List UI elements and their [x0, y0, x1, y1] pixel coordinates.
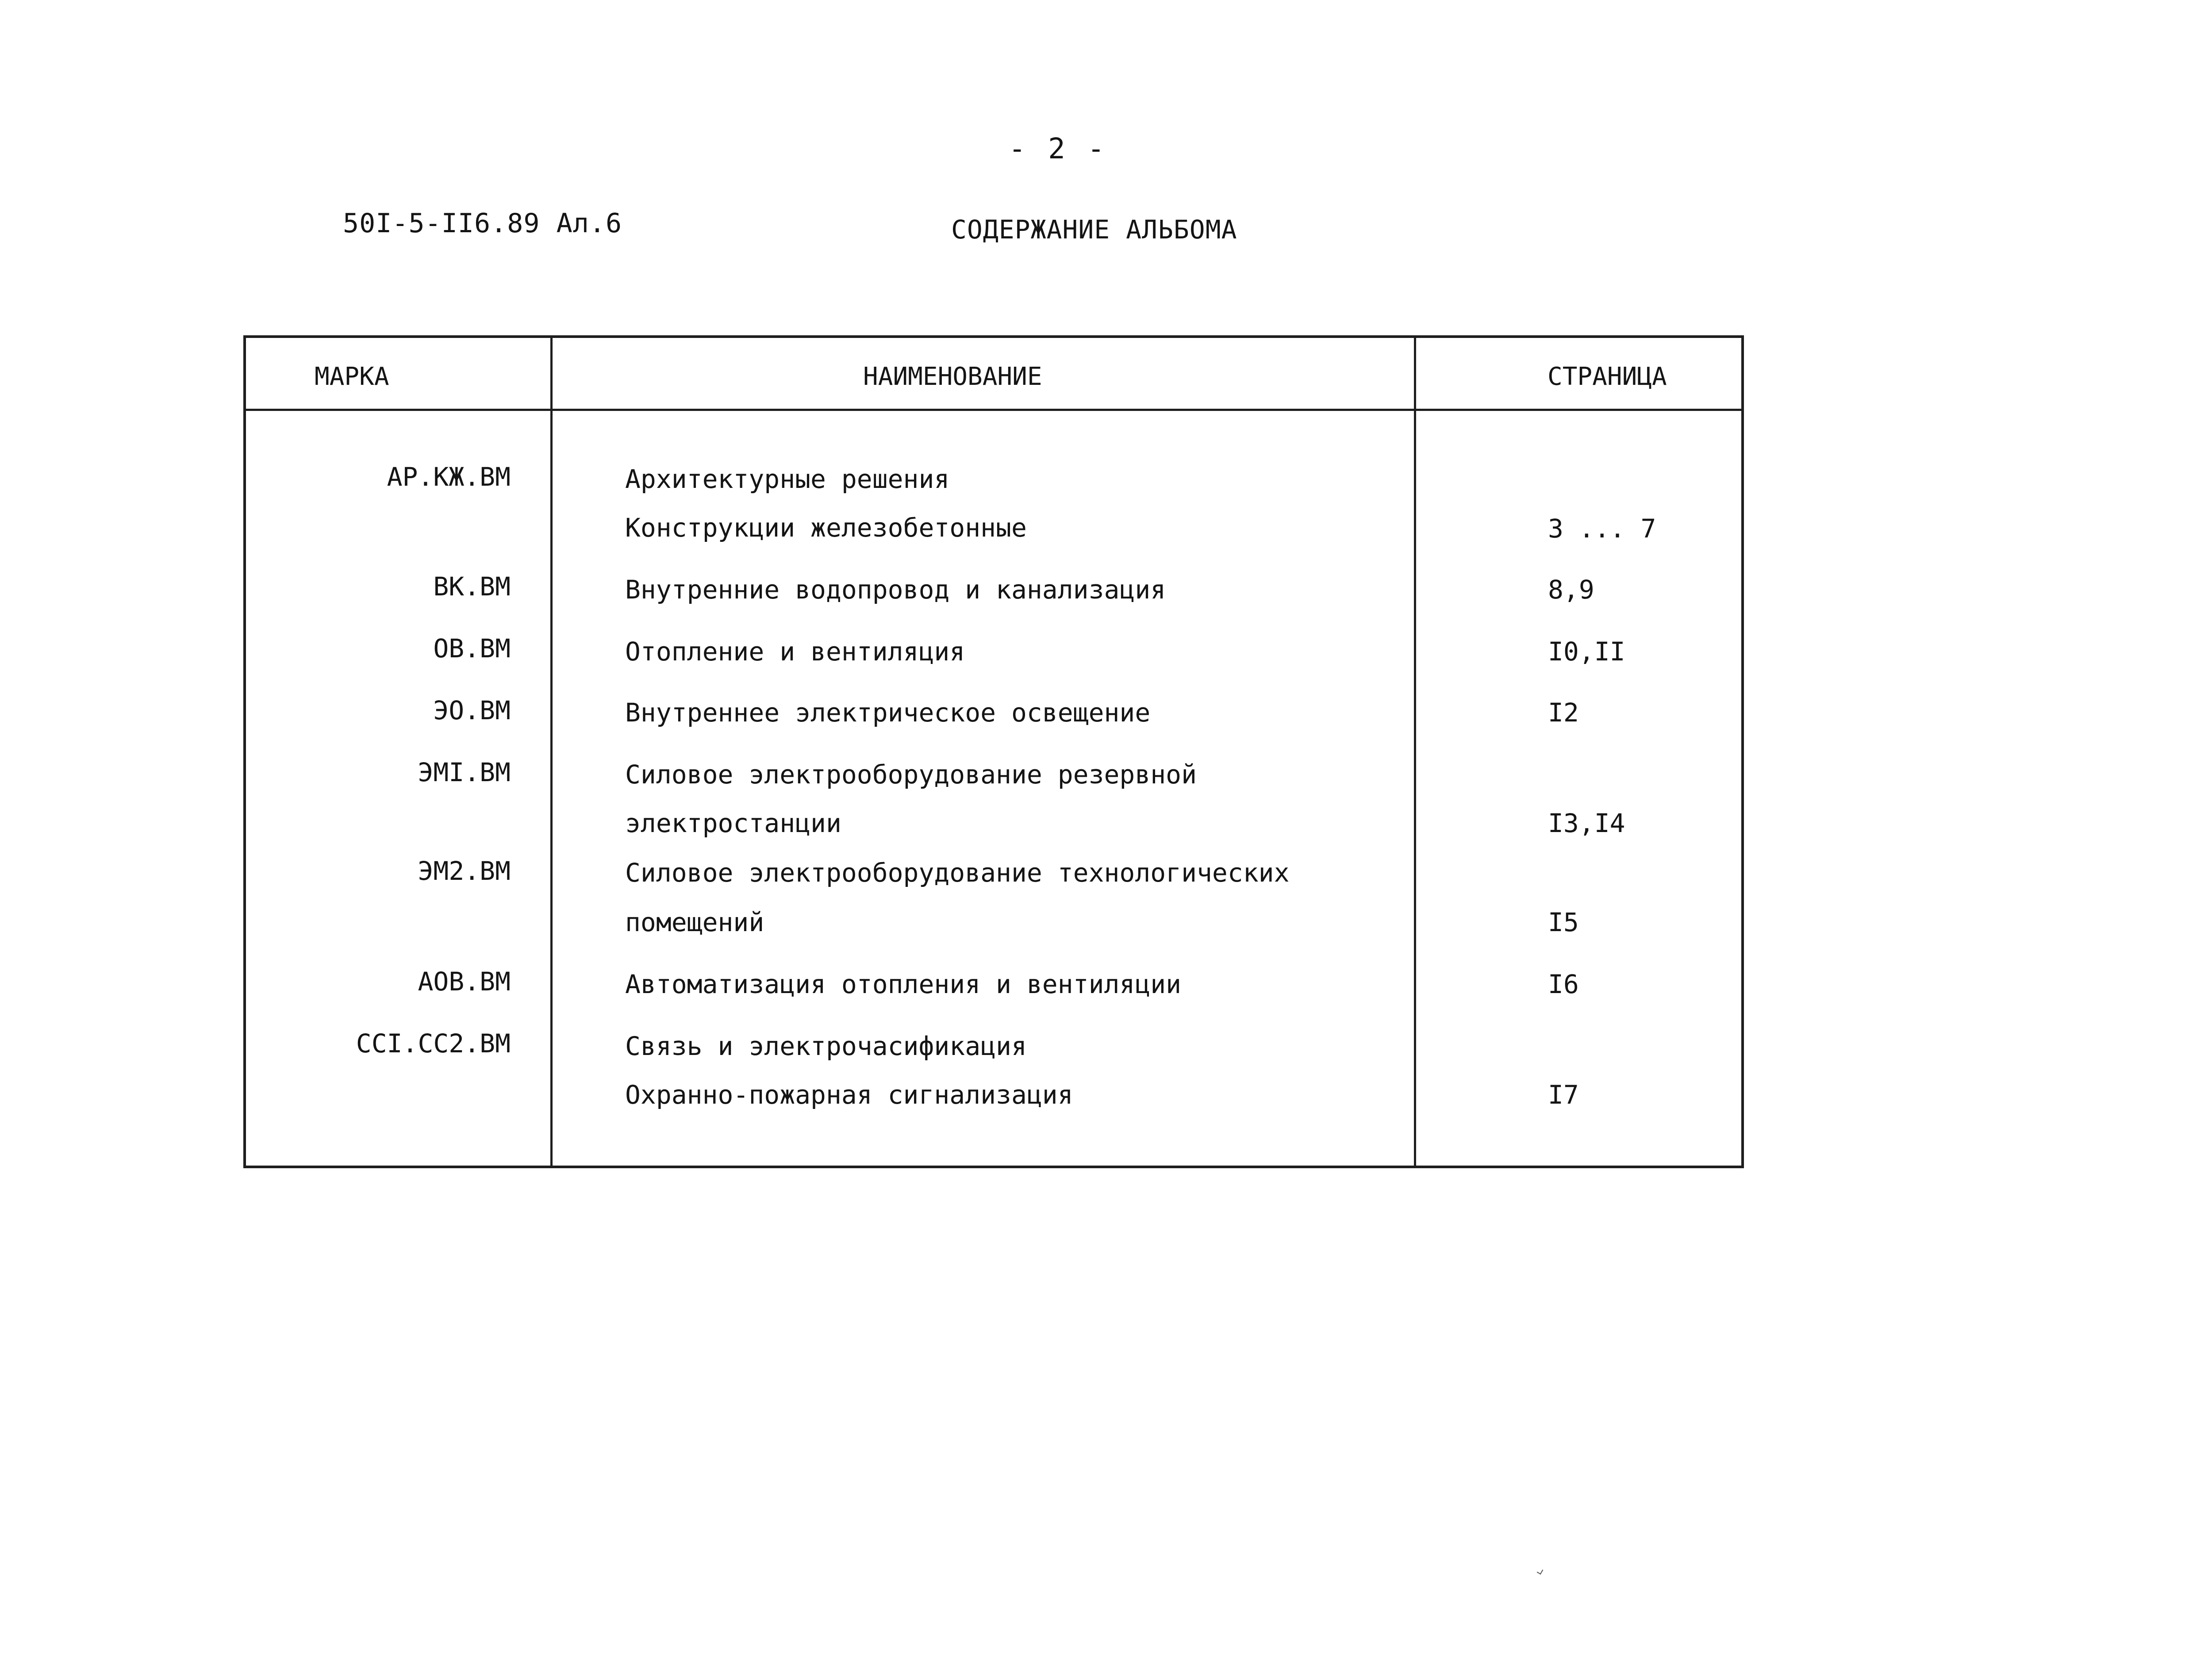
cell-page: I3,I4 [1548, 808, 1625, 838]
cell-page: 8,9 [1548, 575, 1594, 605]
document-code: 50I-5-II6.89 Ал.6 [343, 208, 622, 239]
cell-mark: АР.КЖ.ВМ [387, 462, 511, 492]
cell-mark: ВК.ВМ [433, 572, 511, 602]
cell-name: электростанции [625, 808, 841, 838]
cell-name: Силовое электрооборудование резервной [625, 759, 1197, 790]
cell-page: I0,II [1548, 637, 1625, 667]
cell-mark: ЭМ2.ВМ [418, 856, 511, 886]
cell-mark: ЭО.ВМ [433, 695, 511, 725]
cell-name: Внутренние водопровод и канализация [625, 575, 1166, 605]
cell-name: Автоматизация отопления и вентиляции [625, 969, 1182, 999]
header-page: СТРАНИЦА [1548, 362, 1667, 391]
cell-name: Связь и электрочасификация [625, 1031, 1027, 1061]
cell-name: Внутреннее электрическое освещение [625, 698, 1151, 728]
table-divider-horizontal [246, 409, 1741, 411]
cell-name: Конструкции железобетонные [625, 513, 1027, 543]
header-name: НАИМЕНОВАНИЕ [863, 362, 1042, 391]
cell-name: Охранно-пожарная сигнализация [625, 1080, 1073, 1110]
table-divider-vertical [1414, 338, 1416, 1166]
cell-page: I5 [1548, 907, 1579, 937]
cell-page: I7 [1548, 1080, 1579, 1110]
page-title: СОДЕРЖАНИЕ АЛЬБОМА [951, 215, 1237, 245]
page-number: - 2 - [1009, 133, 1107, 165]
cell-name: помещений [625, 907, 764, 937]
header-mark: МАРКА [315, 362, 389, 391]
cell-mark: ЭМI.ВМ [418, 757, 511, 787]
cell-page: I6 [1548, 969, 1579, 999]
cell-name: Отопление и вентиляция [625, 637, 965, 667]
cell-mark: ССI.СС2.ВМ [356, 1028, 511, 1059]
cell-page: I2 [1548, 698, 1579, 728]
cell-page: 3 ... 7 [1548, 514, 1656, 544]
cell-mark: АОВ.ВМ [418, 967, 511, 997]
contents-table [243, 335, 1744, 1168]
scan-mark [1537, 1568, 1544, 1574]
cell-name: Архитектурные решения [625, 464, 950, 494]
table-divider-vertical [550, 338, 553, 1166]
cell-mark: ОВ.ВМ [433, 633, 511, 664]
cell-name: Силовое электрооборудование технологических [625, 858, 1290, 888]
